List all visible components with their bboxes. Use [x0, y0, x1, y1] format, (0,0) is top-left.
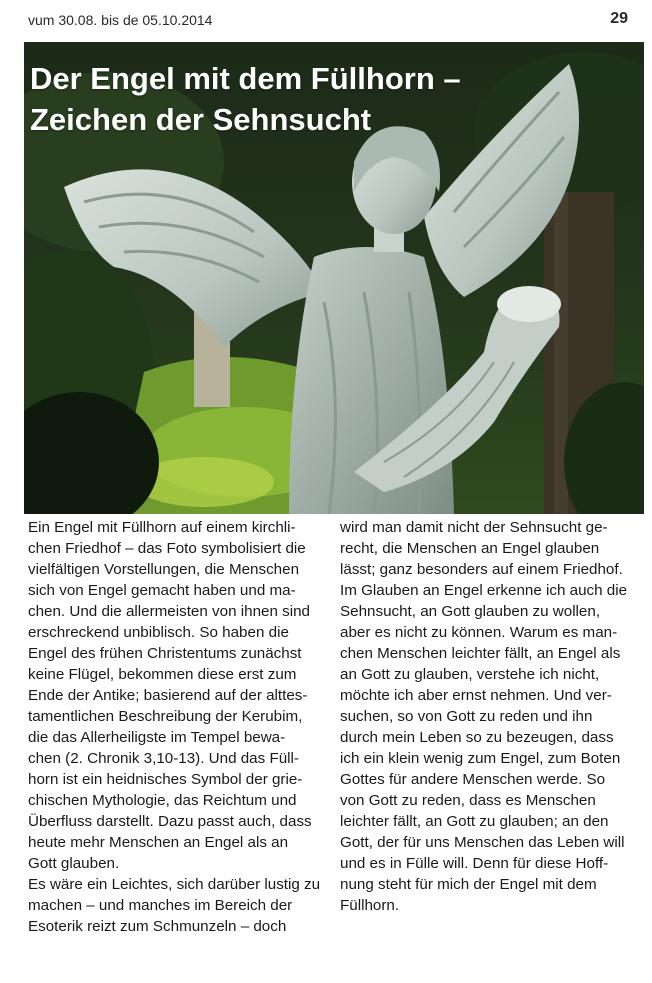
- page-number: 29: [610, 10, 628, 27]
- text-line: Ende der Antike; basierend auf der alttes-: [28, 687, 308, 704]
- text-line: lässt; ganz besonders auf einem Friedhof.: [340, 561, 623, 578]
- header-date-range: vum 30.08. bis de 05.10.2014: [28, 12, 213, 28]
- text-line: an Gott zu glauben, verstehe ich nicht,: [340, 666, 600, 683]
- text-line: chen Menschen leichter fällt, an Engel als: [340, 645, 621, 662]
- text-line: Ein Engel mit Füllhorn auf einem kirchli-: [28, 519, 296, 536]
- text-line: Im Glauben an Engel erkenne ich auch die: [340, 582, 628, 599]
- text-line: leichter fällt, an Gott zu glauben; an den: [340, 813, 609, 830]
- article-body-right-column: [340, 517, 644, 916]
- text-line: machen – und manches im Bereich der: [28, 897, 293, 914]
- text-line: Gottes für andere Menschen werde. So: [340, 771, 606, 788]
- text-line: horn ist ein heidnisches Symbol der grie-: [28, 771, 303, 788]
- text-line: chen Friedhof – das Foto symbolisiert die: [28, 540, 306, 557]
- text-line: Füllhorn.: [340, 897, 400, 914]
- article-body-left-column: [28, 517, 330, 937]
- article-title-line-2: Zeichen der Sehnsucht: [30, 102, 372, 137]
- text-line: Esoterik reizt zum Schmunzeln – doch: [28, 918, 287, 935]
- text-line: möchte ich aber ernst nehmen. Und ver-: [340, 687, 612, 704]
- text-line: Gott, der für uns Menschen das Leben will: [340, 834, 625, 851]
- text-line: tamentlichen Beschreibung der Kerubim,: [28, 708, 303, 725]
- text-line: Sehnsucht, an Gott glauben zu wollen,: [340, 603, 601, 620]
- text-line: erschreckend unbiblisch. So haben die: [28, 624, 289, 641]
- text-line: ich ein klein wenig zum Engel, zum Boten: [340, 750, 621, 767]
- text-line: Überfluss darstellt. Dazu passt auch, dass: [28, 813, 312, 830]
- article-title-line-1: Der Engel mit dem Füllhorn –: [30, 61, 461, 96]
- text-line: heute mehr Menschen an Engel als an: [28, 834, 289, 851]
- text-line: von Gott zu reden, dass es Menschen: [340, 792, 596, 809]
- text-line: suchen, so von Gott zu reden und ihn: [340, 708, 593, 725]
- text-line: Engel des frühen Christentums zunächst: [28, 645, 302, 662]
- text-line: und es in Fülle will. Denn für diese Hoff-: [340, 855, 609, 872]
- text-line: Gott glauben.: [28, 855, 120, 872]
- text-line: wird man damit nicht der Sehnsucht ge-: [340, 519, 608, 536]
- article-title: [30, 58, 461, 140]
- text-line: Es wäre ein Leichtes, sich darüber lustig zu: [28, 876, 321, 893]
- text-line: chen. Und die allermeisten von ihnen sind: [28, 603, 310, 620]
- text-line: aber es nicht zu können. Warum es man-: [340, 624, 618, 641]
- angel-statue-photo: [24, 42, 644, 514]
- text-line: recht, die Menschen an Engel glauben: [340, 540, 600, 557]
- text-line: vielfältigen Vorstellungen, die Menschen: [28, 561, 300, 578]
- text-line: chen (2. Chronik 3,10-13). Und das Füll-: [28, 750, 299, 767]
- text-line: sich von Engel gemacht haben und ma-: [28, 582, 296, 599]
- text-line: die das Allerheiligste im Tempel bewa-: [28, 729, 286, 746]
- text-line: keine Flügel, bekommen diese erst zum: [28, 666, 297, 683]
- text-line: durch mein Leben so zu bezeugen, dass: [340, 729, 614, 746]
- text-line: chischen Mythologie, das Reichtum und: [28, 792, 297, 809]
- text-line: nung steht für mich der Engel mit dem: [340, 876, 597, 893]
